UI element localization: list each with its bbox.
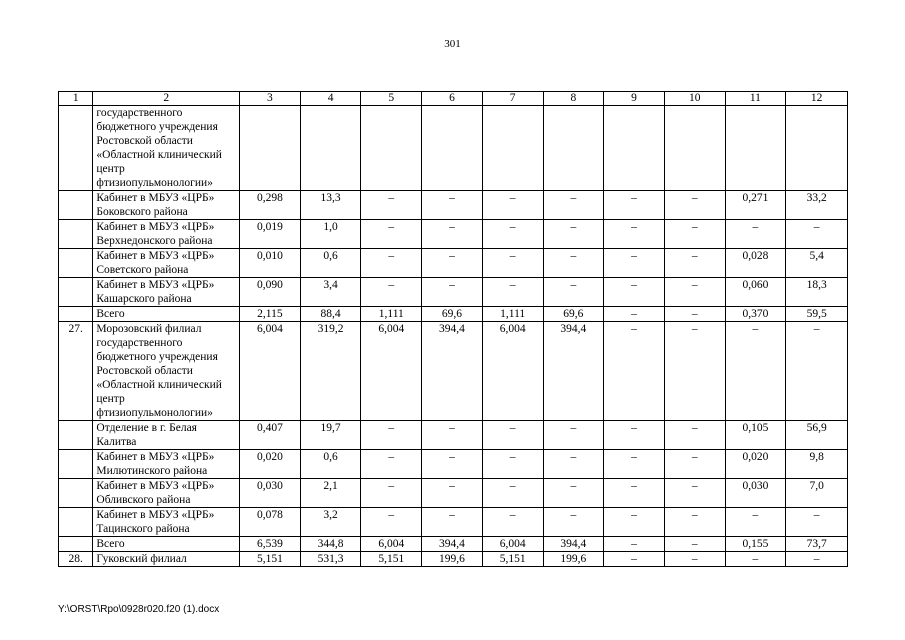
cell-value: 6,004 [482, 322, 543, 421]
row-number [59, 191, 93, 220]
cell-value: 69,6 [422, 307, 483, 322]
cell-value: – [482, 249, 543, 278]
cell-value: – [664, 537, 725, 552]
cell-value: 0,155 [725, 537, 786, 552]
cell-value: – [422, 220, 483, 249]
cell-value: – [543, 421, 604, 450]
row-name: Всего [93, 537, 240, 552]
cell-value: – [664, 508, 725, 537]
row-name: Кабинет в МБУЗ «ЦРБ» Кашарского района [93, 278, 240, 307]
cell-value: 0,090 [240, 278, 301, 307]
cell-value: 73,7 [786, 537, 848, 552]
cell-value: 6,004 [482, 537, 543, 552]
cell-value: – [604, 322, 665, 421]
cell-value [240, 106, 301, 191]
table-row [59, 508, 848, 537]
cell-value: 56,9 [786, 421, 848, 450]
row-name: Гуковский филиал [93, 552, 240, 567]
table-row [59, 450, 848, 479]
header-row [59, 92, 848, 106]
table-row [59, 322, 848, 421]
column-header: 2 [93, 92, 240, 106]
cell-value: – [786, 552, 848, 567]
row-number: 28. [59, 552, 93, 567]
cell-value: 0,6 [300, 450, 361, 479]
cell-value: – [725, 552, 786, 567]
row-number [59, 106, 93, 191]
cell-value: – [664, 450, 725, 479]
cell-value: 0,271 [725, 191, 786, 220]
row-number [59, 450, 93, 479]
cell-value: 69,6 [543, 307, 604, 322]
column-header: 10 [664, 92, 725, 106]
column-header: 12 [786, 92, 848, 106]
column-header: 6 [422, 92, 483, 106]
cell-value: – [604, 508, 665, 537]
cell-value: 2,1 [300, 479, 361, 508]
cell-value: – [604, 191, 665, 220]
cell-value: 0,6 [300, 249, 361, 278]
cell-value: – [664, 552, 725, 567]
cell-value: – [786, 508, 848, 537]
cell-value: – [604, 220, 665, 249]
row-name: государственного бюджетного учреждения Ростовской области «Областной клинический центр фтизиопульмонологии» [93, 106, 240, 191]
cell-value: 394,4 [543, 322, 604, 421]
cell-value: 0,030 [240, 479, 301, 508]
cell-value: – [422, 479, 483, 508]
cell-value: – [664, 421, 725, 450]
cell-value: 0,020 [725, 450, 786, 479]
column-header: 8 [543, 92, 604, 106]
cell-value: – [482, 220, 543, 249]
cell-value: 2,115 [240, 307, 301, 322]
cell-value: – [543, 508, 604, 537]
cell-value: – [543, 191, 604, 220]
cell-value: – [422, 191, 483, 220]
cell-value: – [725, 508, 786, 537]
row-name: Кабинет в МБУЗ «ЦРБ» Советского района [93, 249, 240, 278]
column-header: 3 [240, 92, 301, 106]
cell-value: – [604, 278, 665, 307]
cell-value: – [604, 307, 665, 322]
cell-value: – [604, 552, 665, 567]
cell-value: 59,5 [786, 307, 848, 322]
row-number [59, 508, 93, 537]
cell-value: – [482, 508, 543, 537]
cell-value: – [786, 220, 848, 249]
cell-value: – [361, 421, 422, 450]
cell-value: – [422, 278, 483, 307]
row-name: Кабинет в МБУЗ «ЦРБ» Тацинского района [93, 508, 240, 537]
cell-value: 7,0 [786, 479, 848, 508]
cell-value [725, 106, 786, 191]
cell-value: – [482, 191, 543, 220]
table-row [59, 479, 848, 508]
row-number [59, 479, 93, 508]
cell-value: 0,407 [240, 421, 301, 450]
cell-value: – [422, 450, 483, 479]
cell-value: – [604, 450, 665, 479]
cell-value: 3,4 [300, 278, 361, 307]
cell-value: 0,020 [240, 450, 301, 479]
cell-value: – [604, 537, 665, 552]
cell-value: – [361, 278, 422, 307]
cell-value: – [422, 421, 483, 450]
cell-value: – [604, 421, 665, 450]
cell-value: – [543, 278, 604, 307]
cell-value: – [543, 479, 604, 508]
table-row [59, 552, 848, 567]
cell-value: 0,078 [240, 508, 301, 537]
table-row [59, 191, 848, 220]
table-row [59, 278, 848, 307]
cell-value: 5,151 [361, 552, 422, 567]
cell-value: – [482, 450, 543, 479]
cell-value: 199,6 [543, 552, 604, 567]
cell-value: – [786, 322, 848, 421]
cell-value: – [664, 278, 725, 307]
row-name: Кабинет в МБУЗ «ЦРБ» Верхнедонского района [93, 220, 240, 249]
cell-value: – [604, 249, 665, 278]
cell-value: 88,4 [300, 307, 361, 322]
cell-value: – [482, 278, 543, 307]
cell-value: 0,010 [240, 249, 301, 278]
file-path-footer: Y:\ORST\Rpo\0928r020.f20 (1).docx [58, 604, 220, 615]
table-row [59, 421, 848, 450]
cell-value: 13,3 [300, 191, 361, 220]
cell-value: 344,8 [300, 537, 361, 552]
cell-value [361, 106, 422, 191]
column-header: 5 [361, 92, 422, 106]
cell-value: – [361, 508, 422, 537]
cell-value: – [664, 307, 725, 322]
cell-value: – [361, 450, 422, 479]
cell-value: 0,370 [725, 307, 786, 322]
column-header: 11 [725, 92, 786, 106]
cell-value: – [543, 249, 604, 278]
cell-value: – [361, 220, 422, 249]
column-header: 4 [300, 92, 361, 106]
cell-value [482, 106, 543, 191]
cell-value: 6,004 [361, 537, 422, 552]
cell-value: 0,060 [725, 278, 786, 307]
column-header: 9 [604, 92, 665, 106]
cell-value: 1,111 [482, 307, 543, 322]
cell-value: – [664, 249, 725, 278]
cell-value: 0,030 [725, 479, 786, 508]
cell-value: 0,298 [240, 191, 301, 220]
row-number [59, 537, 93, 552]
row-name: Морозовский филиал государственного бюджетного учреждения Ростовской области «Областной клинический центр фтизиопульмонологии» [93, 322, 240, 421]
cell-value [422, 106, 483, 191]
cell-value: – [604, 479, 665, 508]
page-number: 301 [444, 38, 461, 50]
cell-value: 531,3 [300, 552, 361, 567]
cell-value: – [482, 421, 543, 450]
cell-value: 9,8 [786, 450, 848, 479]
cell-value: – [725, 220, 786, 249]
row-number: 27. [59, 322, 93, 421]
table-row [59, 537, 848, 552]
row-name: Отделение в г. Белая Калитва [93, 421, 240, 450]
table-row [59, 249, 848, 278]
cell-value: 0,019 [240, 220, 301, 249]
cell-value: 5,4 [786, 249, 848, 278]
cell-value: 6,004 [240, 322, 301, 421]
cell-value: 6,004 [361, 322, 422, 421]
cell-value: 0,028 [725, 249, 786, 278]
row-name: Кабинет в МБУЗ «ЦРБ» Обливского района [93, 479, 240, 508]
cell-value: – [664, 322, 725, 421]
cell-value: 319,2 [300, 322, 361, 421]
cell-value [543, 106, 604, 191]
cell-value: 0,105 [725, 421, 786, 450]
cell-value: – [543, 220, 604, 249]
row-number [59, 307, 93, 322]
column-header: 7 [482, 92, 543, 106]
cell-value [664, 106, 725, 191]
cell-value: 199,6 [422, 552, 483, 567]
cell-value: 394,4 [422, 537, 483, 552]
cell-value: – [725, 322, 786, 421]
cell-value: 5,151 [482, 552, 543, 567]
cell-value: – [361, 191, 422, 220]
cell-value: – [664, 191, 725, 220]
cell-value: 3,2 [300, 508, 361, 537]
row-number [59, 220, 93, 249]
cell-value: 18,3 [786, 278, 848, 307]
row-number [59, 421, 93, 450]
cell-value: 1,111 [361, 307, 422, 322]
cell-value: 394,4 [543, 537, 604, 552]
cell-value [786, 106, 848, 191]
table-row [59, 220, 848, 249]
cell-value: 394,4 [422, 322, 483, 421]
row-name: Кабинет в МБУЗ «ЦРБ» Боковского района [93, 191, 240, 220]
column-header: 1 [59, 92, 93, 106]
cell-value: – [543, 450, 604, 479]
cell-value: – [361, 479, 422, 508]
table-row [59, 106, 848, 191]
cell-value: – [422, 249, 483, 278]
row-name: Всего [93, 307, 240, 322]
row-number [59, 249, 93, 278]
data-table [58, 91, 848, 567]
cell-value [300, 106, 361, 191]
cell-value: 6,539 [240, 537, 301, 552]
cell-value: 1,0 [300, 220, 361, 249]
cell-value [604, 106, 665, 191]
cell-value: – [482, 479, 543, 508]
cell-value: 19,7 [300, 421, 361, 450]
cell-value: 5,151 [240, 552, 301, 567]
cell-value: – [361, 249, 422, 278]
table-row [59, 307, 848, 322]
table-body [59, 92, 848, 567]
row-name: Кабинет в МБУЗ «ЦРБ» Милютинского района [93, 450, 240, 479]
row-number [59, 278, 93, 307]
cell-value: 33,2 [786, 191, 848, 220]
cell-value: – [664, 220, 725, 249]
cell-value: – [664, 479, 725, 508]
cell-value: – [422, 508, 483, 537]
